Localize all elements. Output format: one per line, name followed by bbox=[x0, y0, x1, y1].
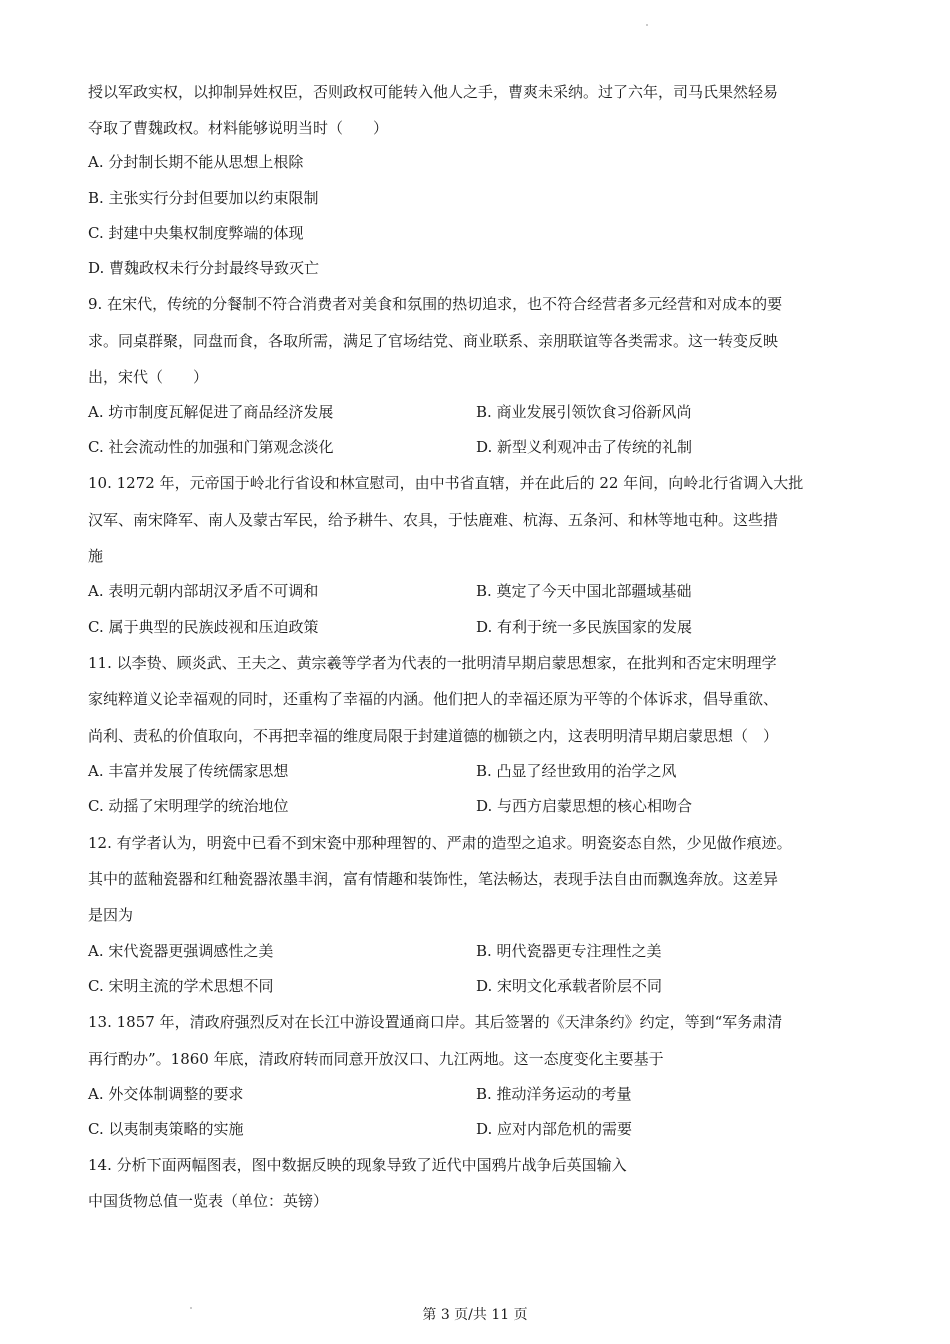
q9-stem-line-2: 求。同桌群聚，同盘而食，各取所需，满足了官场结党、商业联系、亲朋联谊等各类需求。这一转变反映 bbox=[88, 332, 779, 350]
q9-stem-line-1: 9. 在宋代，传统的分餐制不符合消费者对美食和氛围的热切追求，也不符合经营者多元经营和对成本的要 bbox=[88, 295, 783, 313]
q12-option-b[interactable]: B. 明代瓷器更专注理性之美 bbox=[476, 942, 662, 960]
q12-stem-line-3: 是因为 bbox=[88, 906, 134, 924]
q12-stem-line-1: 12. 有学者认为，明瓷中已看不到宋瓷中那种理智的、严肃的造型之追求。明瓷姿态自然，少见做作痕迹。 bbox=[88, 834, 792, 852]
q9-option-d[interactable]: D. 新型义利观冲击了传统的礼制 bbox=[476, 438, 693, 456]
q14-stem-line-1: 14. 分析下面两幅图表，图中数据反映的现象导致了近代中国鸦片战争后英国输入 bbox=[88, 1156, 627, 1174]
q9-option-c[interactable]: C. 社会流动性的加强和门第观念淡化 bbox=[88, 438, 334, 456]
q13-option-c[interactable]: C. 以夷制夷策略的实施 bbox=[88, 1120, 244, 1138]
q13-stem-line-1: 13. 1857 年，清政府强烈反对在长江中游设置通商口岸。其后签署的《天津条约》约定，等到“军务肃清 bbox=[88, 1013, 783, 1031]
q11-stem-line-1: 11. 以李贽、顾炎武、王夫之、黄宗羲等学者为代表的一批明清早期启蒙思想家，在批判和否定宋明理学 bbox=[88, 654, 777, 672]
q11-option-b[interactable]: B. 凸显了经世致用的治学之风 bbox=[476, 762, 677, 780]
q14-stem-line-2: 中国货物总值一览表（单位：英镑） bbox=[88, 1192, 329, 1210]
q10-option-b[interactable]: B. 奠定了今天中国北部疆域基础 bbox=[476, 582, 692, 600]
q9-option-a[interactable]: A. 坊市制度瓦解促进了商品经济发展 bbox=[88, 403, 334, 421]
q12-option-d[interactable]: D. 宋明文化承载者阶层不同 bbox=[476, 977, 663, 995]
q8-option-d[interactable]: D. 曹魏政权未行分封最终导致灭亡 bbox=[88, 259, 320, 277]
page-number: 第 3 页/共 11 页 bbox=[422, 1307, 528, 1323]
q10-option-a[interactable]: A. 表明元朝内部胡汉矛盾不可调和 bbox=[88, 582, 319, 600]
q12-option-a[interactable]: A. 宋代瓷器更强调感性之美 bbox=[88, 942, 274, 960]
q9-stem-line-3: 出，宋代（ ） bbox=[88, 368, 209, 386]
q13-option-b[interactable]: B. 推动洋务运动的考量 bbox=[476, 1085, 632, 1103]
q13-option-d[interactable]: D. 应对内部危机的需要 bbox=[476, 1120, 633, 1138]
q11-option-a[interactable]: A. 丰富并发展了传统儒家思想 bbox=[88, 762, 289, 780]
q8-line-2: 夺取了曹魏政权。材料能够说明当时（ ） bbox=[88, 119, 389, 137]
q12-stem-line-2: 其中的蓝釉瓷器和红釉瓷器浓墨丰润，富有情趣和装饰性，笔法畅达，表现手法自由而飘逸奔放。这差异 bbox=[88, 870, 779, 888]
q9-option-b[interactable]: B. 商业发展引领饮食习俗新风尚 bbox=[476, 403, 692, 421]
q8-line-1: 授以军政实权，以抑制异姓权臣，否则政权可能转入他人之手，曹爽未采纳。过了六年，司马氏果然轻易 bbox=[88, 83, 779, 101]
q13-option-a[interactable]: A. 外交体制调整的要求 bbox=[88, 1085, 244, 1103]
q8-option-c[interactable]: C. 封建中央集权制度弊端的体现 bbox=[88, 224, 304, 242]
q10-stem-line-3: 施 bbox=[88, 547, 104, 565]
q11-option-c[interactable]: C. 动摇了宋明理学的统治地位 bbox=[88, 797, 289, 815]
q10-option-d[interactable]: D. 有利于统一多民族国家的发展 bbox=[476, 618, 693, 636]
q11-option-d[interactable]: D. 与西方启蒙思想的核心相吻合 bbox=[476, 797, 693, 815]
q10-option-c[interactable]: C. 属于典型的民族歧视和压迫政策 bbox=[88, 618, 319, 636]
q13-stem-line-2: 再行酌办”。1860 年底，清政府转而同意开放汉口、九江两地。这一态度变化主要基于 bbox=[88, 1050, 664, 1068]
q11-stem-line-2: 家纯粹道义论幸福观的同时，还重构了幸福的内涵。他们把人的幸福还原为平等的个体诉求，倡导重欲、 bbox=[88, 690, 779, 708]
q8-option-a[interactable]: A. 分封制长期不能从思想上根除 bbox=[88, 153, 304, 171]
q8-option-b[interactable]: B. 主张实行分封但要加以约束限制 bbox=[88, 189, 319, 207]
q10-stem-line-1: 10. 1272 年，元帝国于岭北行省设和林宣慰司，由中书省直辖，并在此后的 22 年间，向岭北行省调入大批 bbox=[88, 474, 804, 492]
scan-speck bbox=[646, 24, 648, 26]
q10-stem-line-2: 汉军、南宋降军、南人及蒙古军民，给予耕牛、农具，于怯鹿难、杭海、五条河、和林等地屯种。这些措 bbox=[88, 511, 779, 529]
q12-option-c[interactable]: C. 宋明主流的学术思想不同 bbox=[88, 977, 274, 995]
q11-stem-line-3: 尚利、责私的价值取向，不再把幸福的维度局限于封建道德的枷锁之内，这表明明清早期启蒙思想（ ） bbox=[88, 727, 779, 745]
